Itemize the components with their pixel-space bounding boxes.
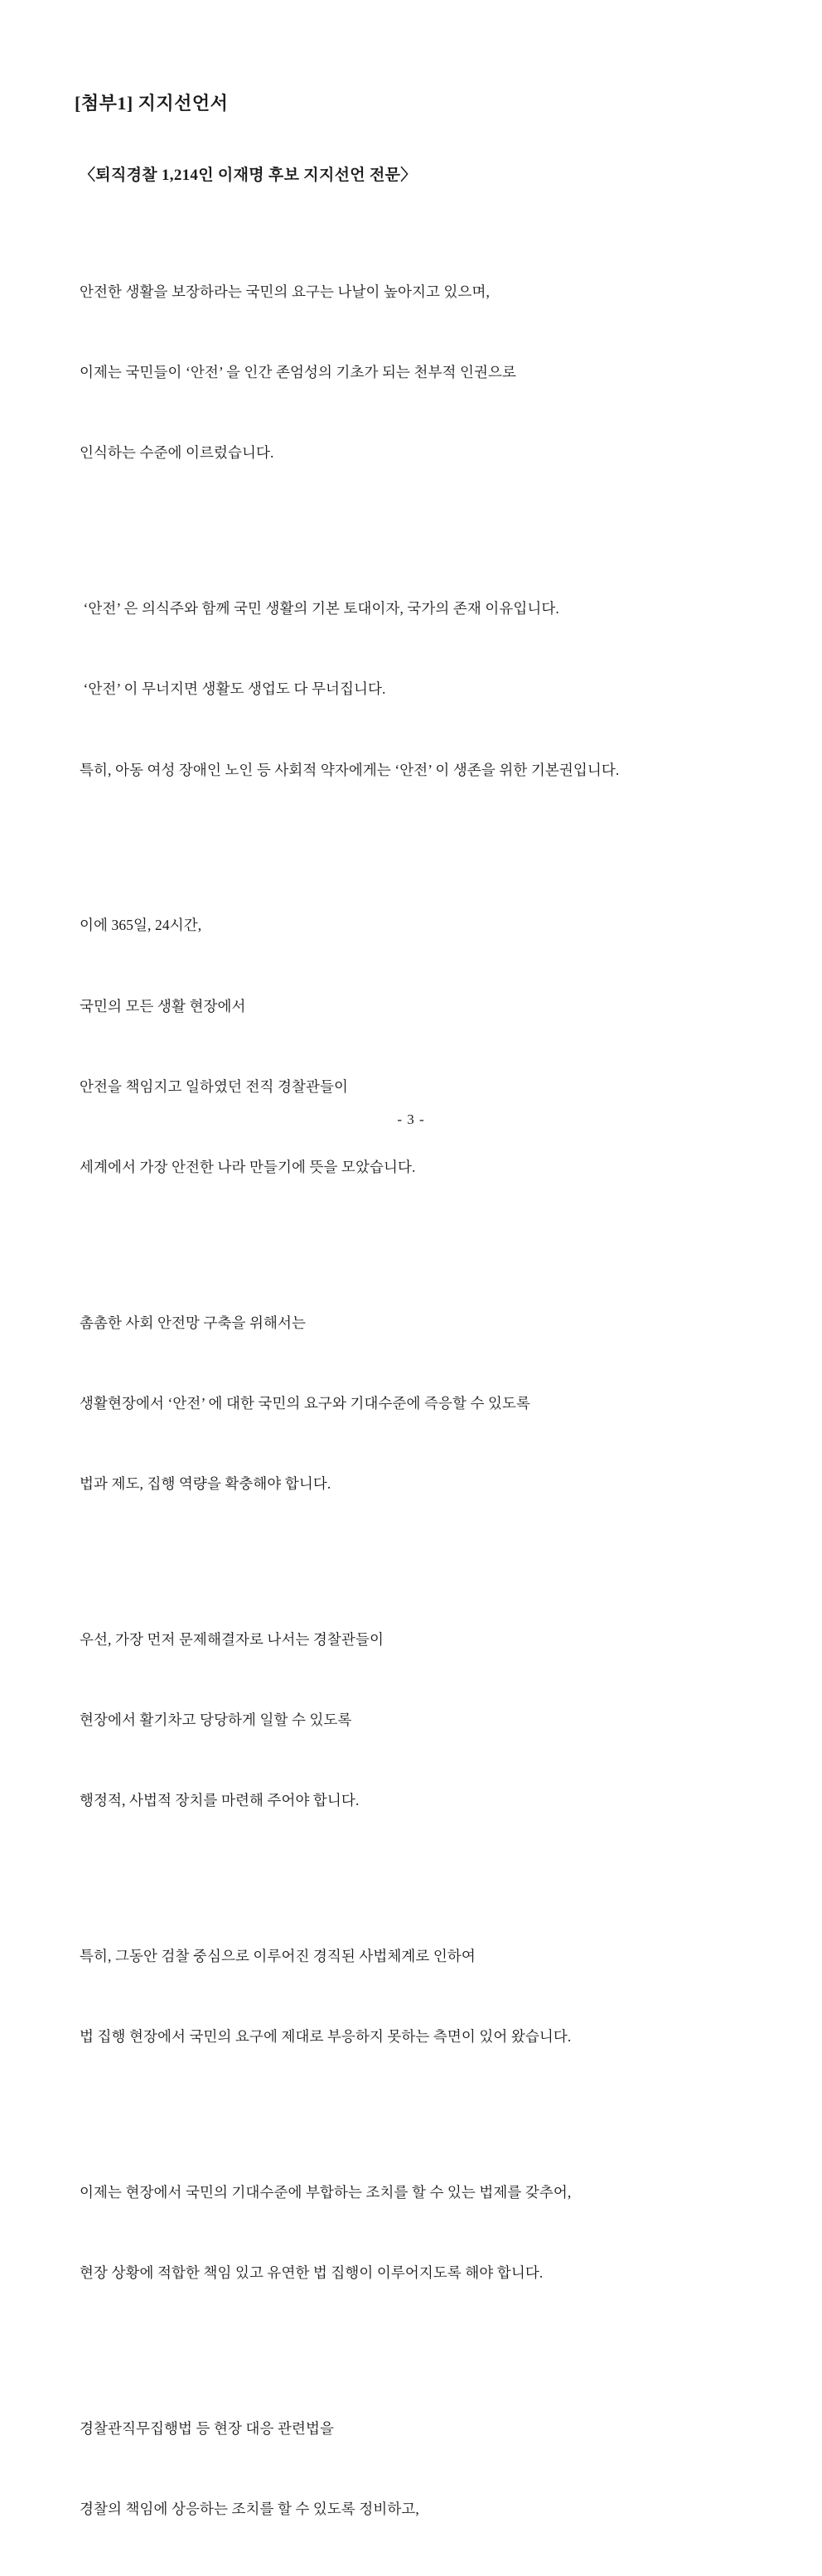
paragraph-line: 안전을 책임지고 일하였던 전직 경찰관들이 [80, 1077, 348, 1095]
paragraph-line: 안전한 생활을 보장하라는 국민의 요구는 나날이 높아지고 있으며, [80, 283, 490, 301]
paragraph-line: 현장에서 활기차고 당당하게 일할 수 있도록 [80, 1711, 352, 1728]
paragraph-line: 세계에서 가장 안전한 나라 만들기에 뜻을 모았습니다. [80, 1158, 416, 1175]
paragraph-line: 이제는 국민들이 ‘안전’ 을 인간 존엄성의 기초가 되는 천부적 인권으로 [80, 364, 516, 381]
page-title: [첨부1] 지지선언서 [75, 93, 229, 114]
paragraph-5 [80, 1572, 747, 1867]
paragraph-line: 경찰관직무집행법 등 현장 대응 관련법을 [80, 2419, 334, 2437]
document-subtitle: 〈퇴직경찰 1,214인 이재명 후보 지지선언 전문〉 [80, 166, 417, 184]
paragraph-line: 특히, 그동안 검찰 중심으로 이루어진 경직된 사법체계로 인하여 [80, 1947, 476, 1964]
paragraph-line: 국민의 모든 생활 현장에서 [80, 997, 246, 1014]
paragraph-line: 우선, 가장 먼저 문제해결자로 나서는 경찰관들이 [80, 1630, 384, 1648]
paragraph-line: 이에 365일, 24시간, [80, 917, 202, 934]
paragraph-line: 특히, 아동 여성 장애인 노인 등 사회적 약자에게는 ‘안전’ 이 생존을 위한 기본권입니다. [80, 761, 620, 778]
paragraph-line: 촘촘한 사회 안전망 구축을 위해서는 [80, 1314, 306, 1331]
paragraph-line: 법과 제도, 집행 역량을 확충해야 합니다. [80, 1474, 331, 1492]
paragraph-7 [80, 2125, 747, 2340]
paragraph-line: 행정적, 사법적 장치를 마련해 주어야 합니다. [80, 1792, 360, 1809]
paragraph-line: 인식하는 수준에 이르렀습니다. [80, 444, 274, 462]
page-number: - 3 - [397, 1111, 425, 1127]
paragraph-8 [80, 2361, 747, 2576]
paragraph-line: 생활현장에서 ‘안전’ 에 대한 국민의 요구와 기대수준에 즉응할 수 있도록 [80, 1394, 530, 1411]
paragraph-2 [80, 542, 747, 837]
document-body [80, 225, 747, 2576]
paragraph-line: 현장 상황에 적합한 책임 있고 유연한 법 집행이 이루어지도록 해야 합니다. [80, 2264, 544, 2282]
paragraph-line: ‘안전’ 은 의식주와 함께 국민 생활의 기본 토대이자, 국가의 존재 이유입니다. [80, 600, 559, 617]
paragraph-line: 법 집행 현장에서 국민의 요구에 제대로 부응하지 못하는 측면이 있어 왔습니다. [80, 2028, 572, 2046]
paragraph-line: 경찰의 책임에 상응하는 조치를 할 수 있도록 정비하고, [80, 2501, 419, 2518]
paragraph-1 [80, 225, 747, 520]
paragraph-4 [80, 1256, 747, 1551]
paragraph-6 [80, 1889, 747, 2104]
paragraph-line: ‘안전’ 이 무너지면 생활도 생업도 다 무너집니다. [80, 680, 386, 698]
paragraph-line: 이제는 현장에서 국민의 기대수준에 부합하는 조치를 할 수 있는 법제를 갖추어, [80, 2183, 572, 2201]
paragraph-3 [80, 859, 747, 1234]
